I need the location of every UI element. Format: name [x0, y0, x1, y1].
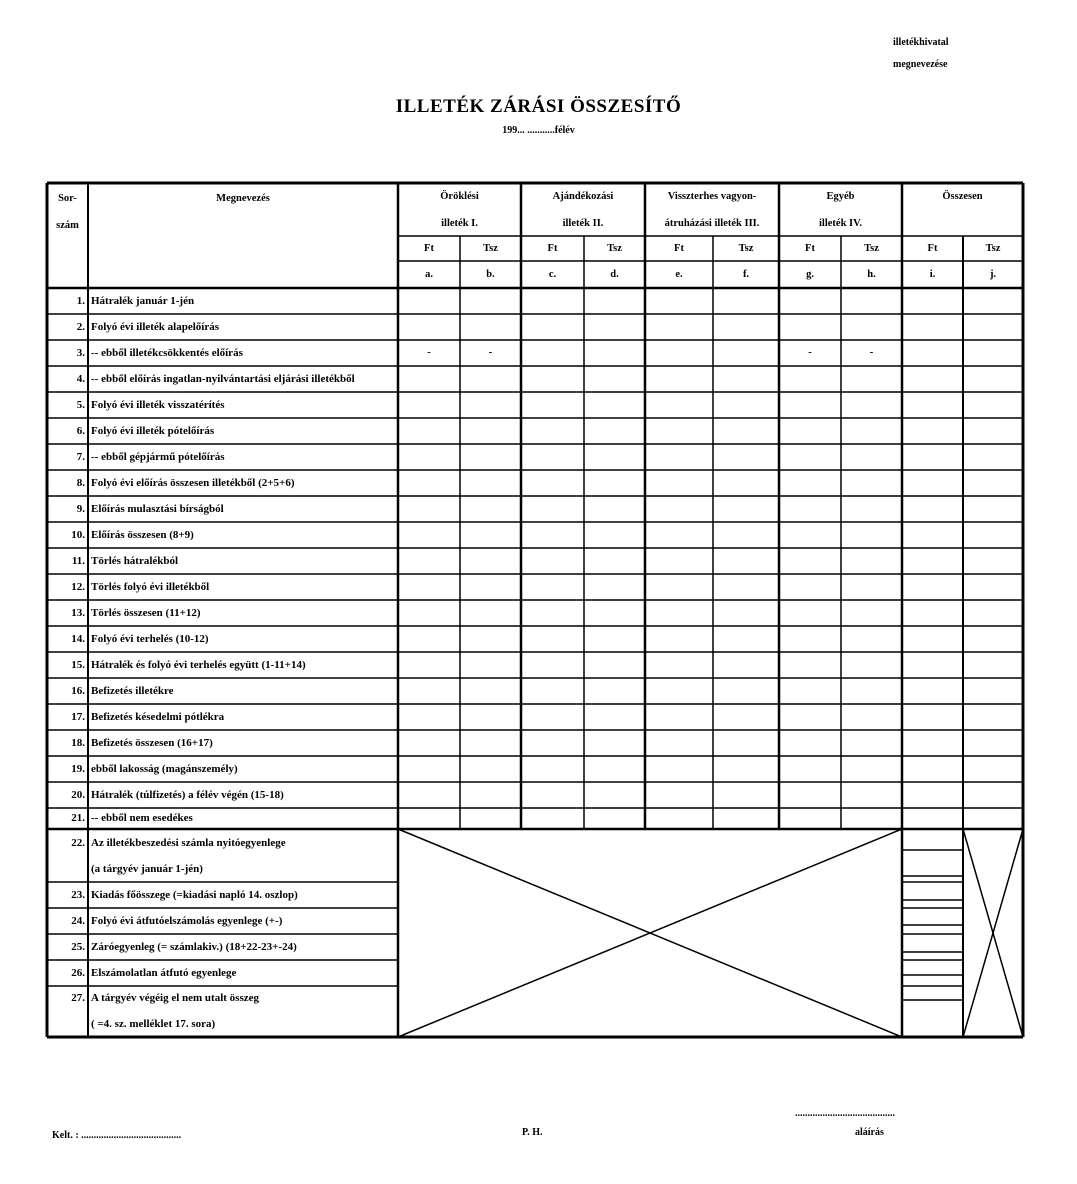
header-unit-1: Ft	[424, 243, 434, 254]
dash-mark: -	[808, 346, 812, 358]
header-unit-3: Ft	[547, 243, 558, 254]
header-group-1-line2: illeték I.	[441, 218, 478, 229]
row-label: Folyó évi átfutóelszámolás egyenlege (+-)	[91, 914, 283, 927]
header-sorszam: Sor-	[58, 193, 77, 204]
row-number: 4.	[76, 372, 85, 385]
row-label: Folyó évi előírás összesen illetékből (2+5+6)	[91, 476, 295, 489]
header-letter-4: d.	[610, 269, 619, 280]
header-letter-8: h.	[867, 269, 876, 280]
row-number: 5.	[76, 398, 85, 411]
header-unit-7: Ft	[805, 243, 815, 254]
row-label: -- ebből nem esedékes	[91, 812, 193, 824]
header-letter-3: c.	[548, 269, 557, 280]
header-sorszam-2: szám	[56, 220, 79, 231]
row-number: 9.	[76, 502, 85, 515]
page-title: ILLETÉK ZÁRÁSI ÖSSZESÍTŐ	[395, 96, 682, 117]
row-label: ebből lakosság (magánszemély)	[91, 762, 238, 775]
row-number: 24.	[71, 914, 85, 927]
row-number: 27.	[71, 992, 85, 1004]
row-label: -- ebből gépjármű pótelőírás	[91, 450, 225, 463]
page-subtitle: 199... ...........félév	[502, 125, 575, 136]
row-label: Befizetés összesen (16+17)	[91, 736, 213, 749]
row-number: 20.	[71, 788, 85, 801]
header-letter-5: e.	[675, 269, 683, 280]
dash-mark: -	[869, 346, 874, 358]
header-unit-8: Tsz	[864, 243, 879, 254]
footer-stamp: P. H.	[522, 1127, 543, 1138]
row-number: 2.	[76, 320, 85, 333]
row-number: 11.	[71, 554, 85, 567]
row-label: Befizetés illetékre	[91, 684, 174, 697]
row-number: 10.	[71, 528, 85, 541]
row-label: Előírás összesen (8+9)	[91, 528, 194, 541]
header-letter-2: b.	[486, 269, 495, 280]
row-number: 18.	[71, 736, 85, 749]
row-label: Befizetés késedelmi pótlékra	[91, 710, 225, 723]
row-label: A tárgyév végéig el nem utalt összeg	[91, 992, 260, 1004]
header-group-3: Visszterhes vagyon-	[667, 191, 757, 202]
header-group-4: Egyéb	[826, 191, 855, 202]
row-number: 19.	[71, 762, 85, 775]
row-label: Folyó évi illeték visszatérítés	[91, 398, 225, 411]
row-label: Elszámolatlan átfutó egyenlege	[91, 966, 237, 979]
row-number: 15.	[71, 658, 85, 671]
header-unit-10: Tsz	[985, 243, 1001, 254]
header-letter-9: i.	[929, 269, 936, 280]
row-label: -- ebből előírás ingatlan-nyilvántartási eljárási illetékből	[91, 372, 355, 385]
row-number: 21.	[71, 812, 85, 824]
office-line-1: illetékhivatal	[893, 37, 949, 48]
row-number: 3.	[76, 346, 85, 359]
dash-mark: -	[427, 346, 431, 358]
row-label: Záróegyenleg (= számlakiv.) (18+22-23+-24)	[91, 940, 297, 953]
row-label-2: ( =4. sz. melléklet 17. sora)	[91, 1018, 216, 1030]
row-number: 8.	[76, 476, 85, 489]
row-label: Hátralék január 1-jén	[91, 294, 195, 307]
row-label: Törlés folyó évi illetékből	[91, 580, 210, 593]
header-unit-5: Ft	[674, 243, 684, 254]
row-label: Hátralék és folyó évi terhelés együtt (1-11+14)	[91, 658, 306, 671]
row-number: 1.	[76, 294, 85, 307]
office-line-2: megnevezése	[893, 59, 948, 70]
header-group-1: Öröklési	[440, 191, 479, 202]
row-label: Kiadás főösszege (=kiadási napló 14. oszlop)	[91, 888, 298, 901]
header-group-5: Összesen	[942, 191, 983, 202]
row-number: 14.	[71, 632, 85, 645]
row-number: 23.	[71, 888, 85, 901]
row-number: 25.	[71, 940, 85, 953]
row-label: Törlés összesen (11+12)	[91, 606, 201, 619]
header-unit-2: Tsz	[483, 243, 498, 254]
header-megnevezes: Megnevezés	[216, 193, 270, 204]
row-label: Törlés hátralékból	[91, 554, 179, 567]
footer-date: Kelt. : ........................................	[52, 1130, 182, 1141]
header-unit-6: Tsz	[738, 243, 754, 254]
header-letter-10: j.	[989, 269, 997, 280]
header-group-2-line2: illeték II.	[562, 218, 604, 229]
row-label: Előírás mulasztási bírságból	[91, 502, 224, 515]
header-unit-4: Tsz	[607, 243, 622, 254]
header-group-2: Ajándékozási	[552, 191, 614, 202]
row-number: 6.	[76, 424, 85, 437]
row-label-2: (a tárgyév január 1-jén)	[91, 863, 203, 875]
dash-mark: -	[488, 346, 493, 358]
row-label: Folyó évi illeték alapelőírás	[91, 320, 220, 333]
header-group-4-line2: illeték IV.	[819, 218, 862, 229]
row-number: 22.	[71, 837, 85, 849]
row-number: 7.	[76, 450, 85, 463]
row-label: -- ebből illetékcsökkentés előírás	[91, 346, 243, 359]
row-label: Hátralék (túlfizetés) a félév végén (15-18)	[91, 788, 284, 801]
footer-signature-label: aláírás	[855, 1127, 884, 1138]
header-letter-1: a.	[425, 269, 433, 280]
row-number: 12.	[71, 580, 85, 593]
header-letter-7: g.	[806, 269, 814, 280]
row-number: 26.	[71, 966, 85, 979]
row-number: 13.	[71, 606, 85, 619]
header-unit-9: Ft	[927, 243, 938, 254]
row-label: Folyó évi illeték pótelőírás	[91, 424, 215, 437]
footer-signature-line: ........................................	[795, 1108, 895, 1119]
row-label: Folyó évi terhelés (10-12)	[91, 632, 209, 645]
row-number: 17.	[71, 710, 85, 723]
header-letter-6: f.	[742, 269, 750, 280]
row-number: 16.	[71, 684, 85, 697]
header-group-3-line2: átruházási illeték III.	[664, 218, 760, 229]
row-label: Az illetékbeszedési számla nyitóegyenlege	[91, 837, 286, 849]
